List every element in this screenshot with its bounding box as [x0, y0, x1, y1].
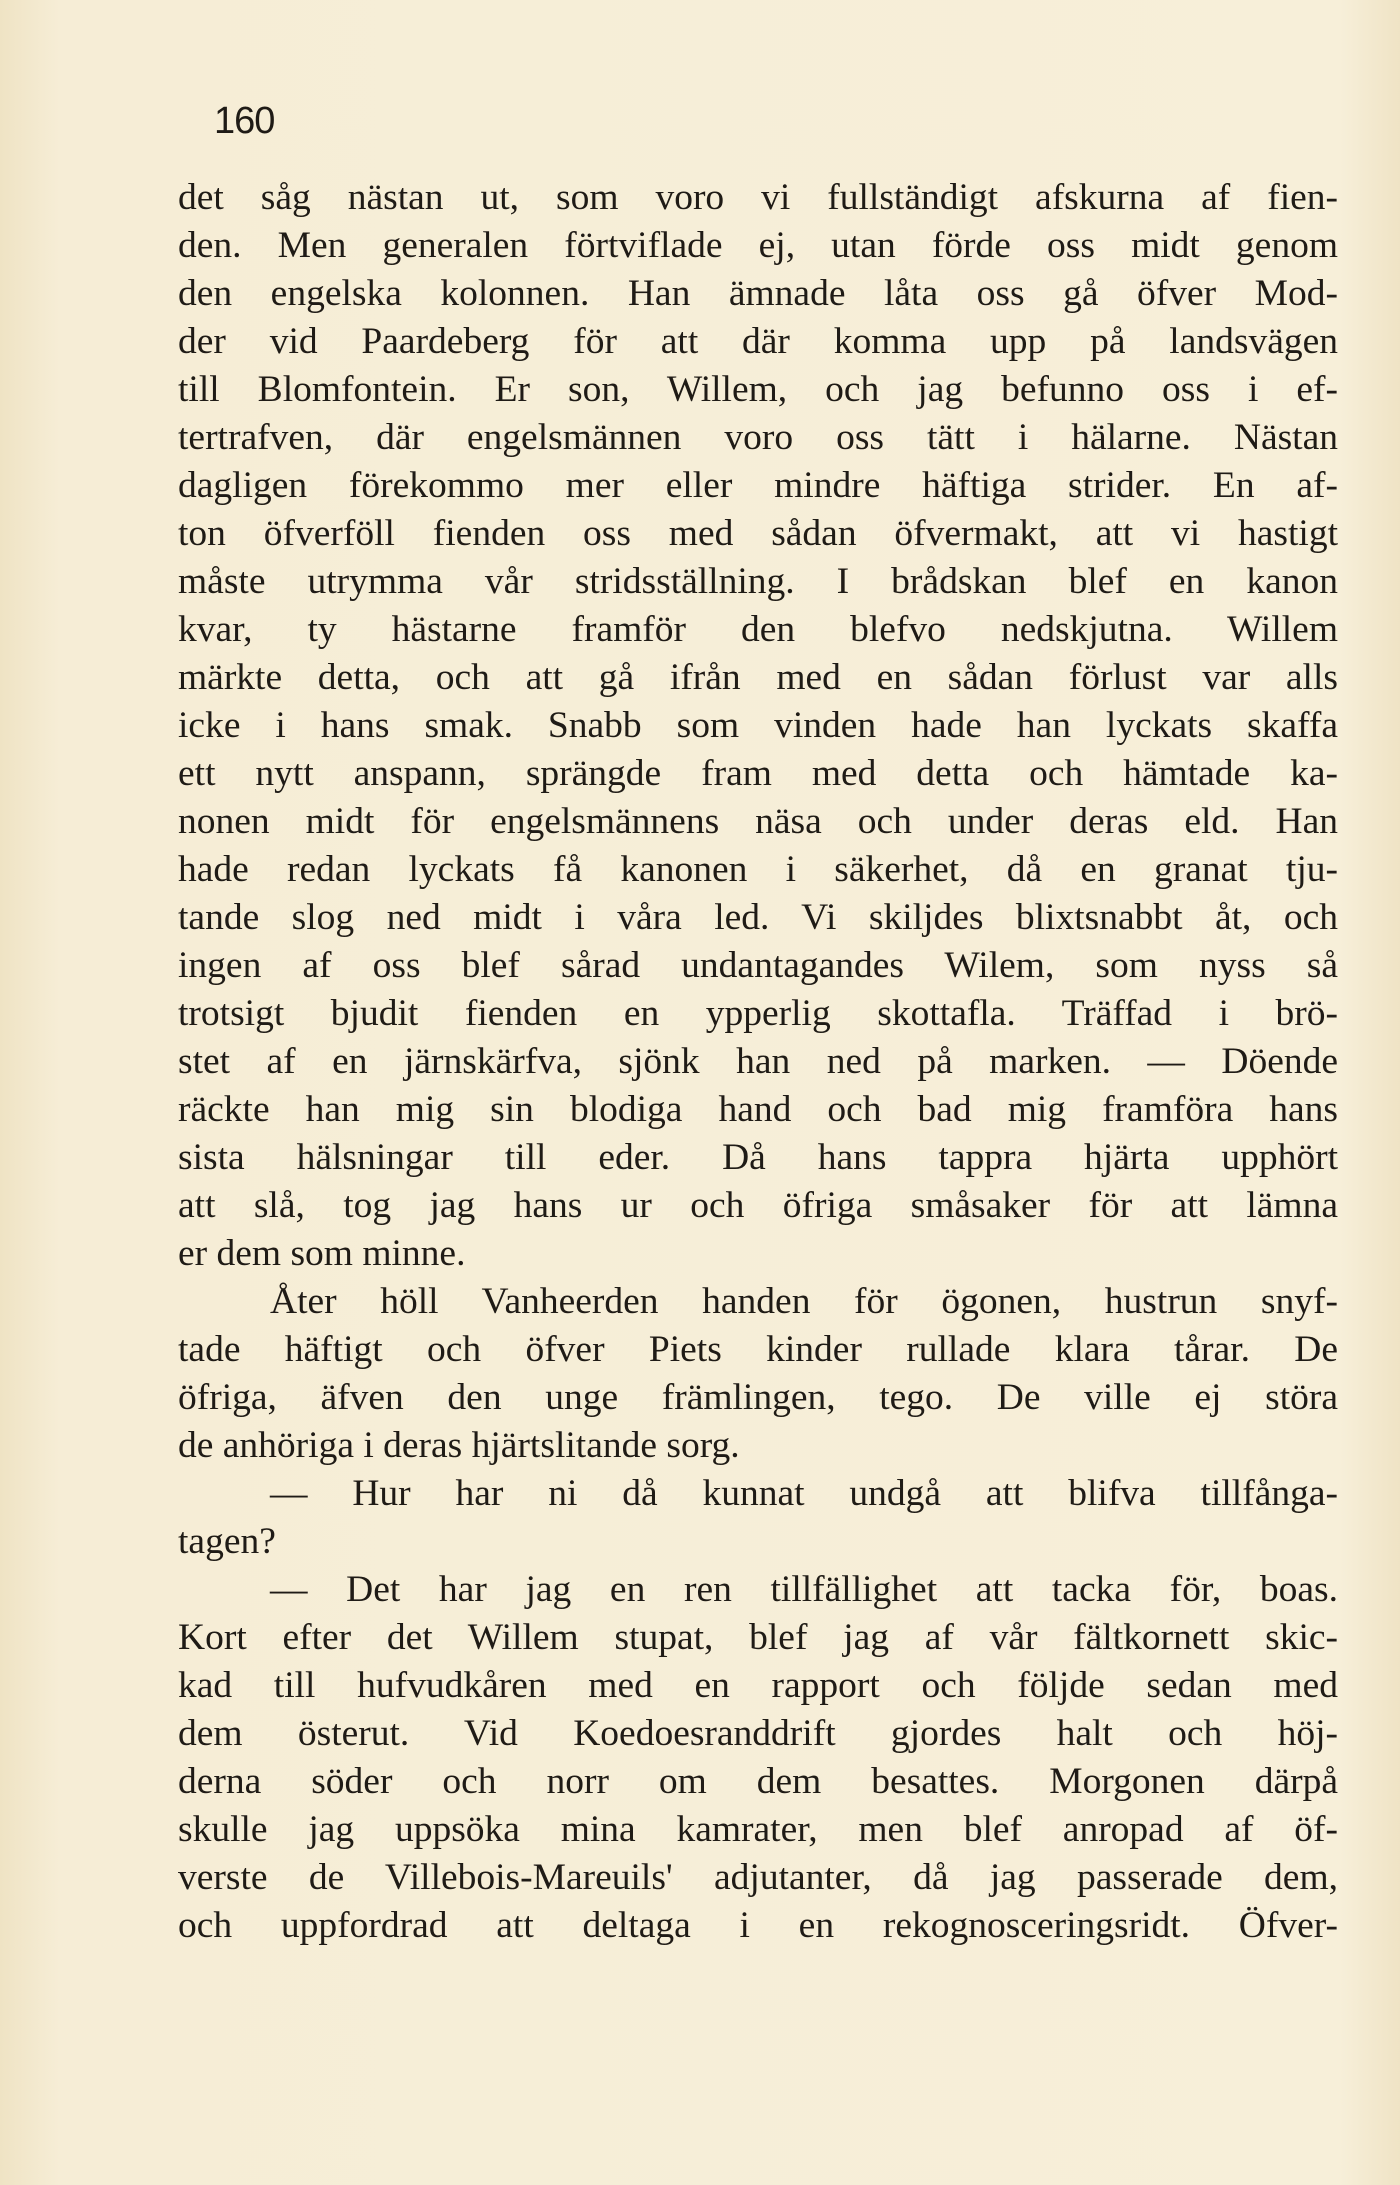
text-line: skulle jag uppsöka mina kamrater, men blef anropad af öf-: [178, 1809, 1338, 1850]
text-line: tagen?: [178, 1521, 276, 1562]
text-line: hade redan lyckats få kanonen i säkerhet, då en granat tju-: [178, 849, 1338, 890]
body-text: [178, 174, 1338, 1950]
text-line: nonen midt för engelsmännens näsa och under deras eld. Han: [178, 801, 1338, 842]
text-line: ton öfverföll fienden oss med sådan öfvermakt, att vi hastigt: [178, 513, 1338, 554]
text-line: tade häftigt och öfver Piets kinder rullade klara tårar. De: [178, 1329, 1338, 1370]
text-line: er dem som minne.: [178, 1233, 466, 1274]
text-line: tande slog ned midt i våra led. Vi skiljdes blixtsnabbt åt, och: [178, 897, 1338, 938]
text-line: den. Men generalen förtviflade ej, utan förde oss midt genom: [178, 225, 1338, 266]
text-line: Kort efter det Willem stupat, blef jag af vår fältkornett skic-: [178, 1617, 1338, 1658]
text-line: ett nytt anspann, sprängde fram med detta och hämtade ka-: [178, 753, 1338, 794]
text-line: räckte han mig sin blodiga hand och bad mig framföra hans: [178, 1089, 1338, 1130]
text-line: och uppfordrad att deltaga i en rekognosceringsridt. Öfver-: [178, 1905, 1338, 1946]
text-line: till Blomfontein. Er son, Willem, och jag befunno oss i ef-: [178, 369, 1338, 410]
text-line: sista hälsningar till eder. Då hans tappra hjärta upphört: [178, 1137, 1338, 1178]
text-line: dagligen förekommo mer eller mindre häftiga strider. En af-: [178, 465, 1338, 506]
text-line: Åter höll Vanheerden handen för ögonen, hustrun snyf-: [270, 1281, 1338, 1322]
text-line: måste utrymma vår stridsställning. I brådskan blef en kanon: [178, 561, 1338, 602]
text-line: ingen af oss blef sårad undantagandes Wilem, som nyss så: [178, 945, 1338, 986]
text-line: trotsigt bjudit fienden en ypperlig skottafla. Träffad i brö-: [178, 993, 1338, 1034]
text-line: kvar, ty hästarne framför den blefvo nedskjutna. Willem: [178, 609, 1338, 650]
text-line: stet af en järnskärfva, sjönk han ned på marken. — Döende: [178, 1041, 1338, 1082]
text-line: derna söder och norr om dem besattes. Morgonen därpå: [178, 1761, 1338, 1802]
page-number: 160: [214, 100, 275, 142]
text-line: der vid Paardeberg för att där komma upp på landsvägen: [178, 321, 1338, 362]
text-line: den engelska kolonnen. Han ämnade låta oss gå öfver Mod-: [178, 273, 1338, 314]
text-line: kad till hufvudkåren med en rapport och följde sedan med: [178, 1665, 1338, 1706]
text-line: verste de Villebois-Mareuils' adjutanter, då jag passerade dem,: [178, 1857, 1338, 1898]
text-line: det såg nästan ut, som voro vi fullständigt afskurna af fien-: [178, 177, 1338, 218]
text-line: öfriga, äfven den unge främlingen, tego. De ville ej störa: [178, 1377, 1338, 1418]
text-line: de anhöriga i deras hjärtslitande sorg.: [178, 1425, 740, 1466]
text-line: att slå, tog jag hans ur och öfriga småsaker för att lämna: [178, 1185, 1338, 1226]
text-line: — Hur har ni då kunnat undgå att blifva tillfånga-: [270, 1473, 1338, 1514]
text-line: märkte detta, och att gå ifrån med en sådan förlust var alls: [178, 657, 1338, 698]
text-line: dem österut. Vid Koedoesranddrift gjordes halt och höj-: [178, 1713, 1338, 1754]
text-line: icke i hans smak. Snabb som vinden hade han lyckats skaffa: [178, 705, 1338, 746]
text-line: — Det har jag en ren tillfällighet att tacka för, boas.: [270, 1569, 1338, 1610]
text-line: tertrafven, där engelsmännen voro oss tätt i hälarne. Nästan: [178, 417, 1338, 458]
